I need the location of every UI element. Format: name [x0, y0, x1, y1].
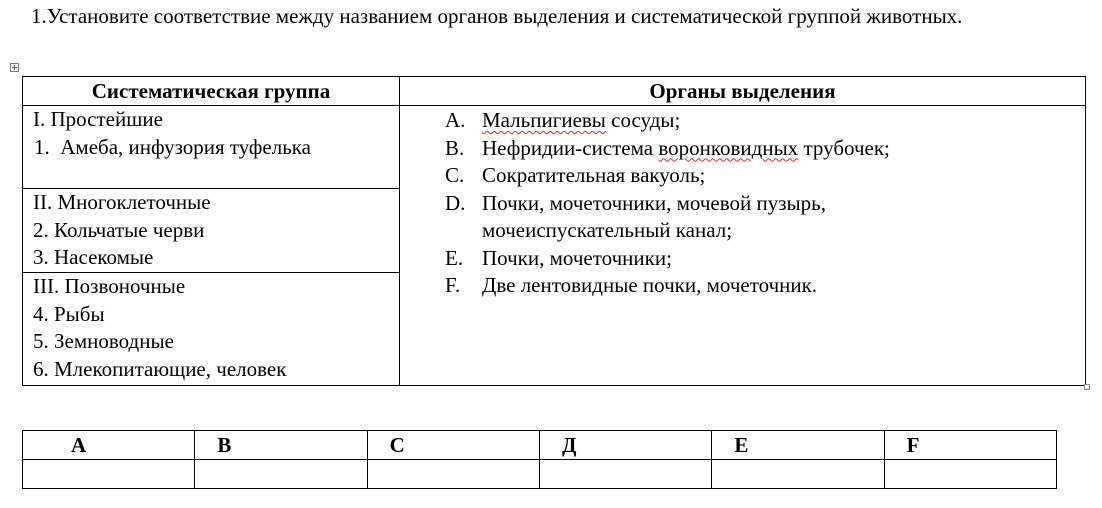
matching-table [22, 76, 1086, 386]
organ-letter: C. [445, 163, 465, 187]
group-title: III. Позвоночные [33, 274, 186, 298]
answer-header-f: F [884, 431, 1056, 460]
organ-text [482, 135, 1085, 163]
organs-cell[interactable] [400, 106, 1086, 386]
table-move-handle-icon[interactable] [10, 63, 19, 72]
organ-letter: E. [445, 245, 464, 270]
organ-text-pre: Нефридии-система [482, 135, 659, 160]
group-cell-vertebrates[interactable] [23, 273, 400, 386]
organ-letter: F. [445, 273, 461, 297]
group-title: I. Простейшие [33, 107, 163, 131]
question-text: 1.Установите соответствие между названием органов выделения и систематической группой животных. [31, 4, 963, 28]
answer-cell-e[interactable] [712, 460, 884, 489]
organ-text: Почки, мочеточники, мочевой пузырь, мочеиспускательный канал; [482, 190, 826, 242]
table-resize-handle-icon[interactable] [1084, 384, 1090, 390]
group-cell-protozoa[interactable] [23, 106, 400, 189]
group-item: 1. Амеба, инфузория туфелька [34, 134, 311, 159]
group-item: 5. Земноводные [33, 329, 174, 353]
answer-table [22, 430, 1057, 489]
answer-header-b: B [195, 431, 367, 460]
answer-header-c: C [367, 431, 539, 460]
answer-header-e: E [712, 431, 884, 460]
group-title: II. Многоклеточные [33, 190, 211, 214]
organ-item-d [445, 190, 1085, 245]
group-item: 6. Млекопитающие, человек [33, 356, 287, 381]
answer-cell-f[interactable] [884, 460, 1056, 489]
organ-text-post: сосуды; [605, 108, 681, 132]
answer-cell-c[interactable] [367, 460, 539, 489]
organ-item-f [445, 272, 1085, 300]
header-systematic-group: Систематическая группа [23, 77, 400, 106]
answer-input-row [23, 460, 1057, 489]
header-excretory-organs: Органы выделения [400, 77, 1086, 106]
organ-letter: B. [445, 135, 465, 160]
answer-header-a: A [23, 431, 195, 460]
organ-text: Сократительная вакуоль; [482, 163, 706, 187]
answer-cell-d[interactable] [539, 460, 711, 489]
answer-cell-a[interactable] [23, 460, 195, 489]
answer-cell-b[interactable] [195, 460, 367, 489]
answer-header-row [23, 431, 1057, 460]
answer-header-d: Д [539, 431, 711, 460]
organ-item-c [445, 162, 1085, 190]
organ-text: Две лентовидные почки, мочеточник. [482, 273, 818, 297]
group-item: 4. Рыбы [33, 301, 105, 326]
group-cell-multicellular[interactable] [23, 189, 400, 273]
spellcheck-word: воронковидных [658, 135, 799, 160]
group-item: 2. Кольчатые черви [33, 217, 205, 242]
group-item: 3. Насекомые [33, 245, 154, 269]
organ-letter: D. [445, 190, 466, 215]
organ-text-post: трубочек; [798, 135, 890, 160]
organ-text: Почки, мочеточники; [482, 245, 672, 270]
organ-text [482, 107, 1085, 135]
organ-item-b [445, 135, 1085, 163]
organs-list [445, 107, 1085, 300]
group-row-protozoa [23, 106, 1086, 189]
matching-table-header-row [23, 77, 1086, 106]
organ-letter: A. [445, 108, 466, 132]
organ-item-a [445, 107, 1085, 135]
organ-item-e [445, 245, 1085, 273]
spellcheck-word: Мальпигиевы [482, 108, 606, 132]
